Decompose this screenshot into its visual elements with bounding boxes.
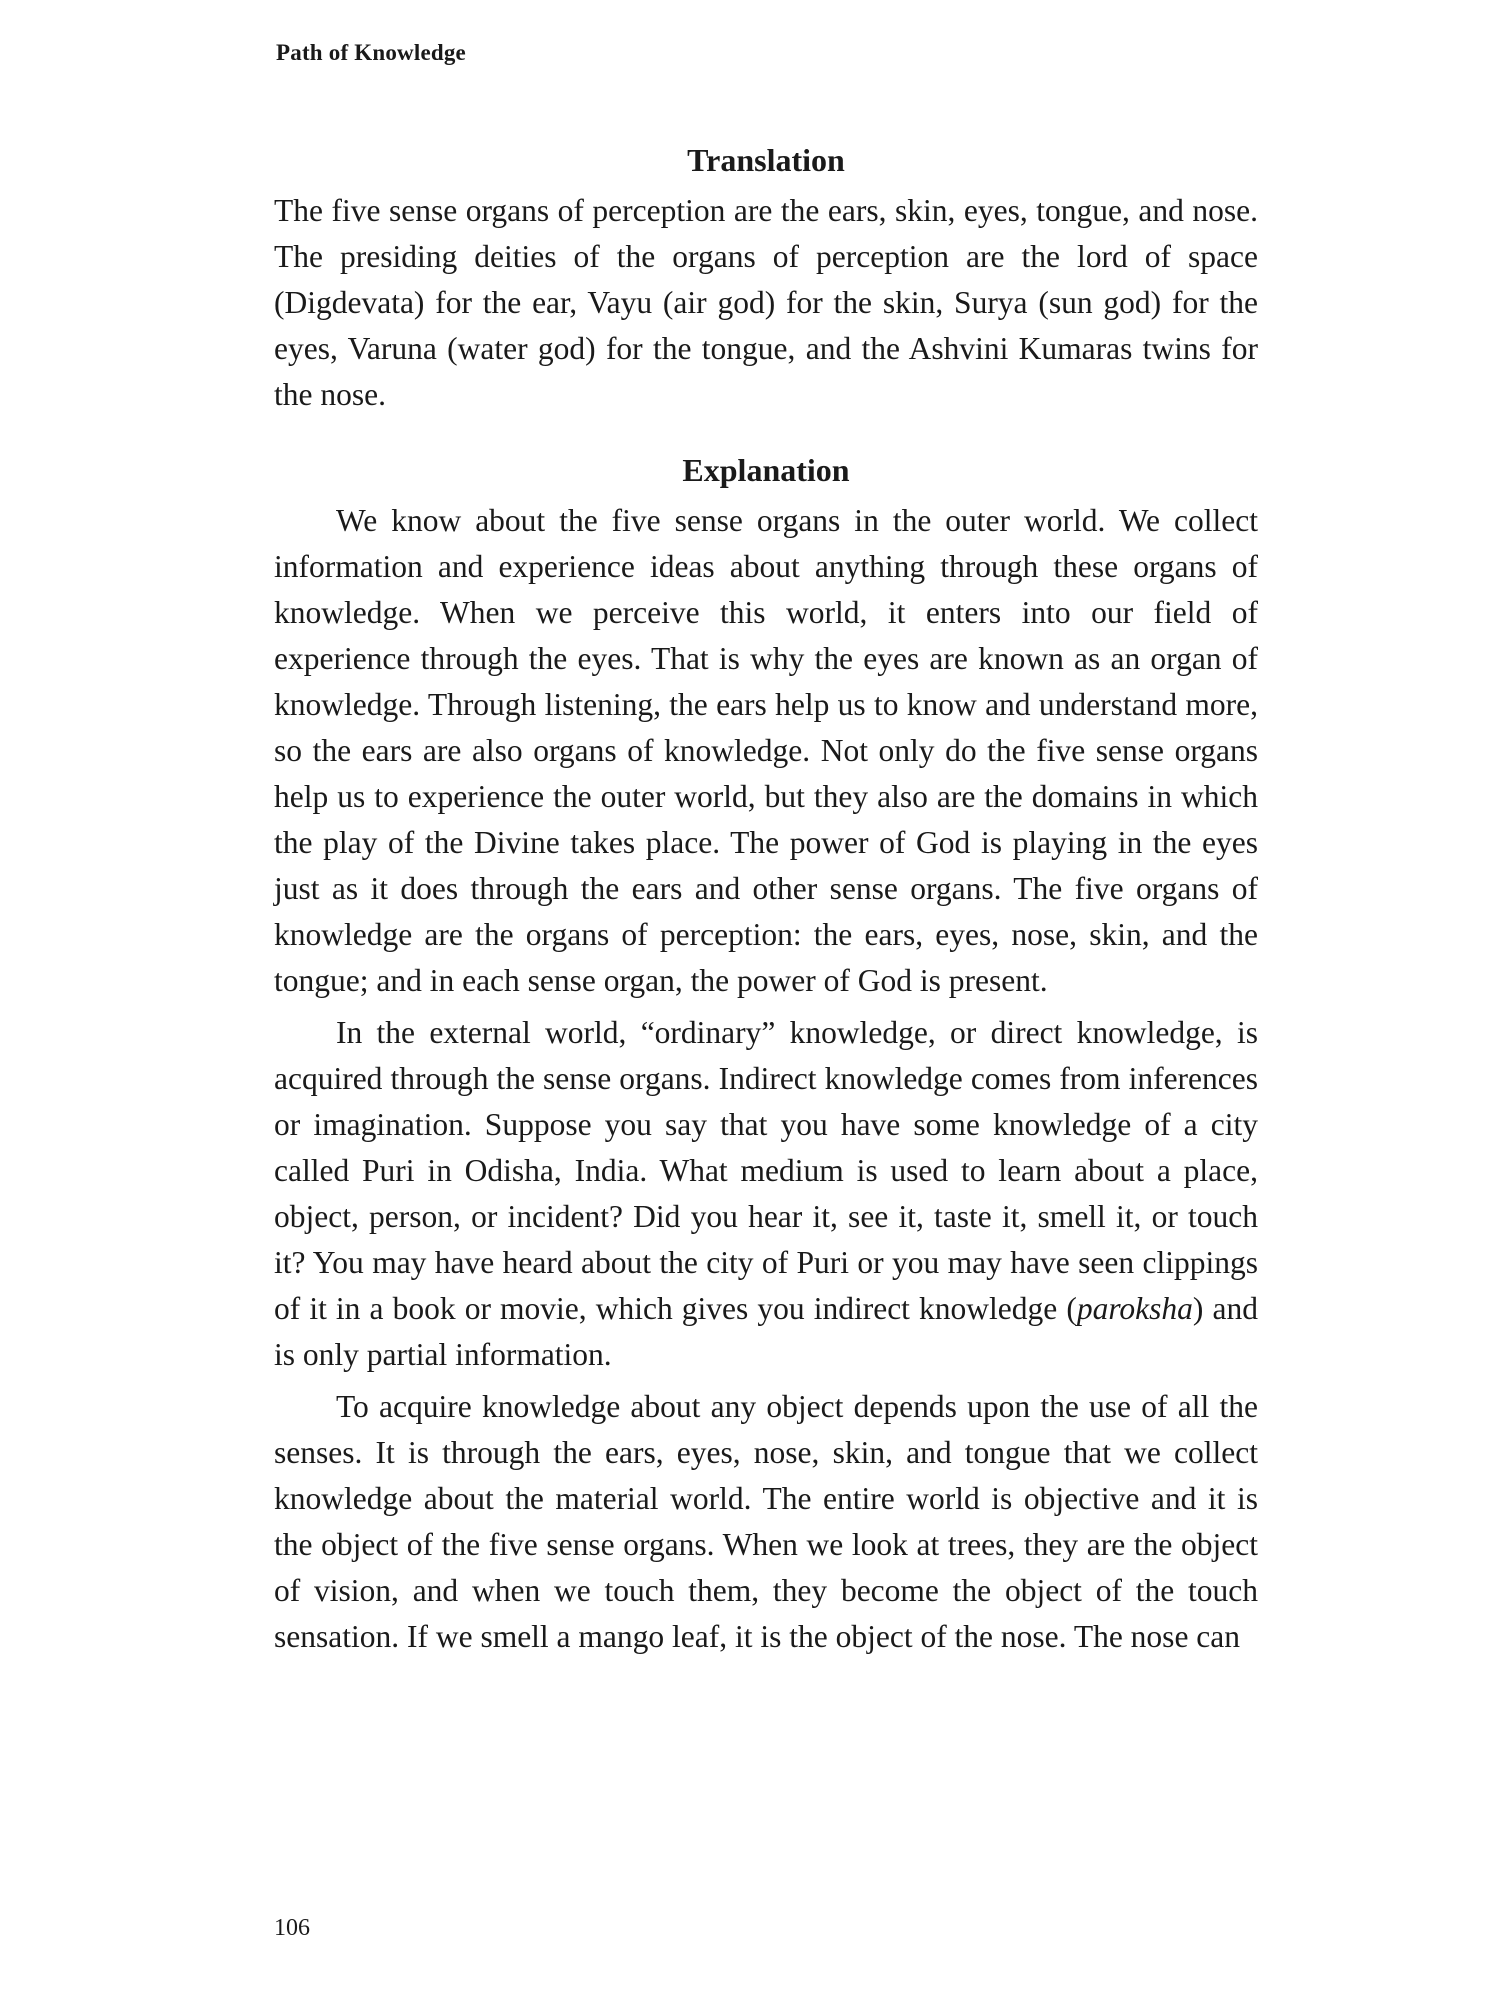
explanation-paragraph-2 (274, 1010, 1258, 1378)
paragraph-2-text-after: ) and is only partial information. (274, 1291, 1258, 1372)
translation-paragraph: The five sense organs of perception are the ears, skin, eyes, tongue, and nose. The presiding deities of the organs of perception are the lord of space (Digdevata) for the ear, Vayu (air god) for the skin, Surya (sun god) for the eyes, Varuna (water god) for the tongue, and the Ashvini Kumaras twins for the nose. (274, 193, 1258, 412)
explanation-heading: Explanation (682, 452, 850, 488)
explanation-paragraph-1: We know about the five sense organs in the outer world. We collect information and experience ideas about anything through these organs of knowledge. When we perceive this world, it enters into our field of experience through the eyes. That is why the eyes are known as an organ of knowledge. Through listening, the ears help us to know and understand more, so the ears are also organs of knowledge. Not only do the five sense organs help us to experience the outer world, but they also are the domains in which the play of the Divine takes place. The power of God is playing in the eyes just as it does through the ears and other sense organs. The five organs of knowledge are the organs of perception: the ears, eyes, nose, skin, and the tongue; and in each sense organ, the power of God is present. (274, 503, 1258, 998)
sanskrit-term-paroksha: paroksha (1076, 1291, 1193, 1326)
translation-heading: Translation (687, 142, 845, 178)
paragraph-2-text-before: In the external world, “ordinary” knowledge, or direct knowledge, is acquired through the sense organs. Indirect knowledge comes from inferences or imagination. Suppose you say that you have some knowledge of a city called Puri in Odisha, India. What medium is used to learn about a place, object, person, or incident? Did you hear it, see it, taste it, smell it, or touch it? You may have heard about the city of Puri or you may have seen clippings of it in a book or movie, which gives you indirect knowledge ( (274, 1015, 1258, 1326)
body-text (274, 138, 1258, 1660)
running-head: Path of Knowledge (276, 40, 466, 65)
page-number: 106 (274, 1915, 310, 1941)
explanation-paragraph-3: To acquire knowledge about any object depends upon the use of all the senses. It is through the ears, eyes, nose, skin, and tongue that we collect knowledge about the material world. The entire world is objective and it is the object of the five sense organs. When we look at trees, they are the object of vision, and when we touch them, they become the object of the touch sensation. If we smell a mango leaf, it is the object of the nose. The nose can (274, 1389, 1258, 1654)
